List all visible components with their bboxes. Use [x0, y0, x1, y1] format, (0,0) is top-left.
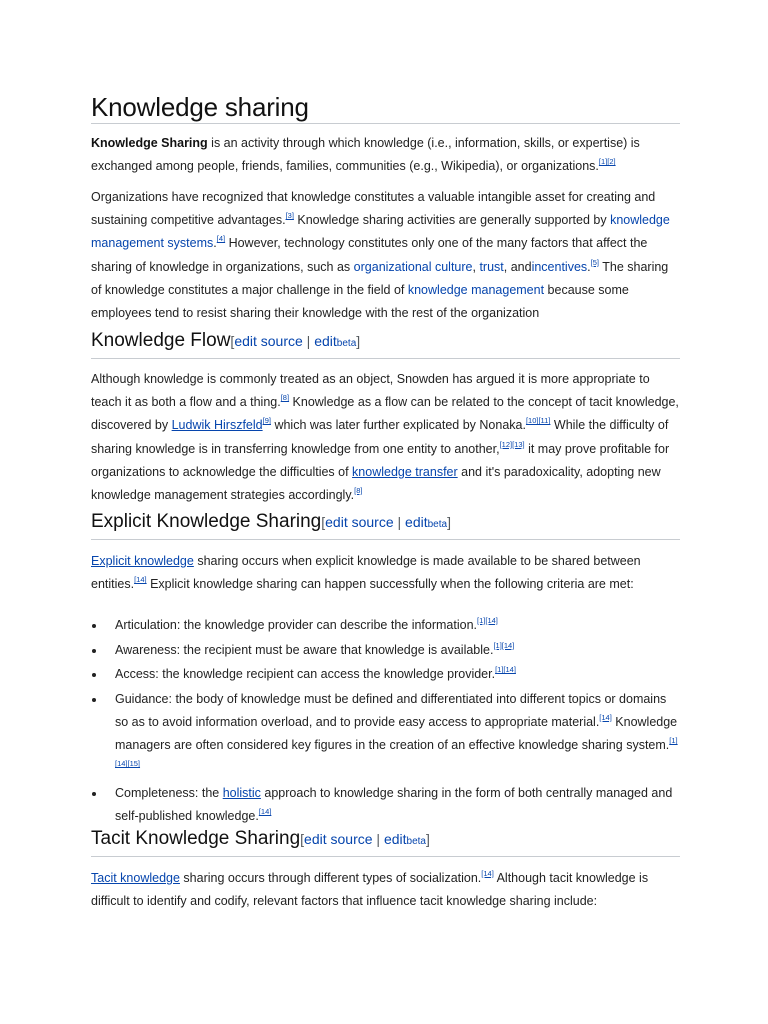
link-tacit-knowledge[interactable]: Tacit knowledge: [91, 871, 180, 885]
section-heading-knowledge-flow: Knowledge Flow[edit source | editbeta]: [91, 329, 680, 359]
list-item-articulation: Articulation: the knowledge provider can describe the information.[1][14]: [91, 614, 680, 637]
list-item-guidance: Guidance: the body of knowledge must be defined and differentiated into different topics or domains so as to avoid information overload, and to provide easy access to appropriate material.[14] Knowledge managers are often considered key figures in the creation of an effective knowledge sharing system.[1][14][15]: [91, 688, 680, 781]
citation[interactable]: [9]: [262, 416, 271, 426]
citation[interactable]: [14]: [599, 712, 612, 722]
citation[interactable]: [1][14]: [477, 616, 498, 625]
citation[interactable]: [3]: [285, 211, 294, 221]
citation[interactable]: [10][11]: [525, 416, 551, 426]
link-holistic[interactable]: holistic: [222, 785, 261, 800]
edit-section-links: [edit source | editbeta]: [300, 831, 430, 847]
link-ludwik-hirszfeld[interactable]: Ludwik Hirszfeld: [171, 418, 263, 433]
edit-source-link[interactable]: edit source: [234, 333, 303, 349]
list-item-awareness: Awareness: the recipient must be aware that knowledge is available.[1][14]: [91, 639, 680, 662]
section-heading-explicit-knowledge-sharing: Explicit Knowledge Sharing[edit source | editbeta]: [91, 510, 680, 540]
citation[interactable]: [14]: [134, 575, 147, 585]
edit-source-link[interactable]: edit source: [325, 514, 394, 530]
citation[interactable]: [4]: [216, 234, 226, 244]
edit-source-link[interactable]: edit source: [304, 831, 373, 847]
link-knowledge-management[interactable]: knowledge management: [407, 282, 545, 297]
link-trust[interactable]: trust: [479, 259, 504, 274]
list-item-completeness: Completeness: the holistic approach to knowledge sharing in the form of both centrally managed and self-published knowledge.[14]: [91, 782, 680, 828]
citation[interactable]: [1][14]: [495, 665, 516, 675]
page-title: Knowledge sharing: [91, 92, 680, 124]
link-explicit-knowledge[interactable]: Explicit knowledge: [91, 554, 194, 568]
edit-link[interactable]: edit: [383, 831, 407, 847]
citation[interactable]: [8]: [354, 486, 363, 496]
edit-section-links: [edit source | editbeta]: [321, 514, 451, 530]
link-organizational-culture[interactable]: organizational culture: [353, 259, 473, 274]
beta-label: beta: [406, 836, 426, 847]
link-knowledge-management-systems[interactable]: knowledge management systems: [91, 213, 670, 251]
link-knowledge-transfer[interactable]: knowledge transfer: [352, 464, 458, 479]
paragraph-tacit-knowledge: Tacit knowledge sharing occurs through different types of socialization.[14] Although tacit knowledge is difficult to identify and codify, relevant factors that influence tacit knowledge sharing include:: [91, 869, 649, 909]
paragraph-knowledge-flow: Although knowledge is commonly treated as an object, Snowden has argued it is more appropriate to teach it as both a flow and a thing.[8] Knowledge as a flow can be related to the concept of tacit knowledge, discovered by Ludwik Hirszfeld[9] which was later further explicated by Nonaka.[10][11] While the difficulty of sharing knowledge is in transferring knowledge from one entity to another,[12][13] it may prove profitable for organizations to acknowledge the difficulties of knowledge transfer and it's paradoxicality, adopting new knowledge management strategies accordingly.[8]: [91, 372, 679, 503]
citation[interactable]: [14]: [258, 807, 272, 817]
edit-section-links: [edit source | editbeta]: [230, 333, 361, 349]
intro-bold-term: Knowledge Sharing: [91, 136, 208, 150]
edit-link[interactable]: edit: [405, 514, 428, 530]
link-incentives[interactable]: incentives: [531, 259, 588, 274]
citation[interactable]: [1][2]: [598, 157, 616, 167]
citation[interactable]: [8]: [280, 393, 290, 403]
section-heading-tacit-knowledge-sharing: Tacit Knowledge Sharing[edit source | editbeta]: [91, 827, 680, 857]
beta-label: beta: [336, 338, 357, 349]
citation[interactable]: [1][14][15]: [115, 736, 678, 769]
beta-label: beta: [427, 519, 448, 530]
criteria-list: [91, 614, 680, 830]
citation[interactable]: [14]: [481, 869, 494, 878]
paragraph-explicit-knowledge: Explicit knowledge sharing occurs when explicit knowledge is made available to be shared between entities.[14] Explicit knowledge sharing can happen successfully when the following criteria are met:: [91, 554, 641, 592]
intro-paragraph: Knowledge Sharing is an activity through which knowledge (i.e., information, skills, or expertise) is exchanged among people, friends, families, communities (e.g., Wikipedia), or organizations.[1][2]: [91, 136, 640, 174]
list-item-access: Access: the knowledge recipient can access the knowledge provider.[1][14]: [91, 663, 680, 686]
citation[interactable]: [12][13]: [499, 439, 525, 449]
citation[interactable]: [1][14]: [493, 640, 515, 650]
citation[interactable]: [5]: [590, 257, 599, 267]
paragraph-organizations: Organizations have recognized that knowledge constitutes a valuable intangible asset for creating and sustaining competitive advantages.[3] Knowledge sharing activities are generally supported by knowledge management systems.[4] However, technology constitutes only one of the many factors that affect the sharing of knowledge in organizations, such as organizational culture, trust, andincentives.[5] The sharing of knowledge constitutes a major challenge in the field of knowledge management because some employees tend to resist sharing their knowledge with the rest of the organization: [91, 190, 670, 321]
edit-link[interactable]: edit: [314, 333, 337, 349]
